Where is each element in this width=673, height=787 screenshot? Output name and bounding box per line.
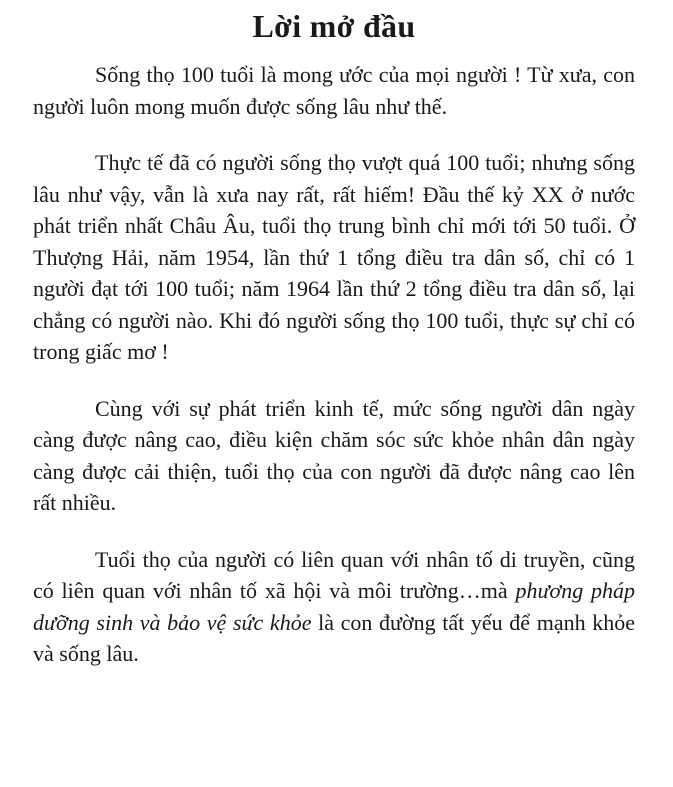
paragraph-gap — [33, 519, 635, 544]
paragraph-2: Thực tế đã có người sống thọ vượt quá 100 tuổi; nhưng sống lâu như vậy, vẫn là xưa nay rất, rất hiếm! Đầu thế kỷ XX ở nước phát triển nhất Châu Âu, tuổi thọ trung bình chỉ mới tới 50 tuổi. Ở Thượng Hải, năm 1954, lần thứ 1 tổng điều tra dân số, chỉ có 1 người đạt tới 100 tuổi; năm 1964 lần thứ 2 tổng điều tra dân số, lại chẳng có người nào. Khi đó người sống thọ 100 tuổi, thực sự chỉ có trong giấc mơ ! — [33, 150, 635, 364]
paragraph-gap — [33, 122, 635, 147]
paragraph-1: Sống thọ 100 tuổi là mong ước của mọi người ! Từ xưa, con người luôn mong muốn được sống lâu như thế. — [33, 62, 635, 119]
paragraph-4-text-end: là con đường tất yếu để mạnh khỏe và sống lâu. — [33, 609, 635, 666]
paragraph-3: Cùng với sự phát triển kinh tế, mức sống người dân ngày càng được nâng cao, điều kiện chăm sóc sức khỏe nhân dân ngày càng được cải thiện, tuổi thọ của con người đã được nâng cao lên rất nhiều. — [33, 395, 635, 515]
paragraph-4 — [33, 544, 635, 670]
page-title: Lời mở đầu — [252, 8, 416, 44]
paragraph-4-italic-phrase: phương pháp dưỡng sinh và bảo vệ sức khỏe — [33, 578, 635, 635]
paragraph-4-text-start: Tuổi thọ của người có liên quan với nhân tố di truyền, cũng có liên quan với nhân tố xã hội và môi trường…mà — [33, 546, 635, 603]
paragraph-gap — [33, 368, 635, 393]
